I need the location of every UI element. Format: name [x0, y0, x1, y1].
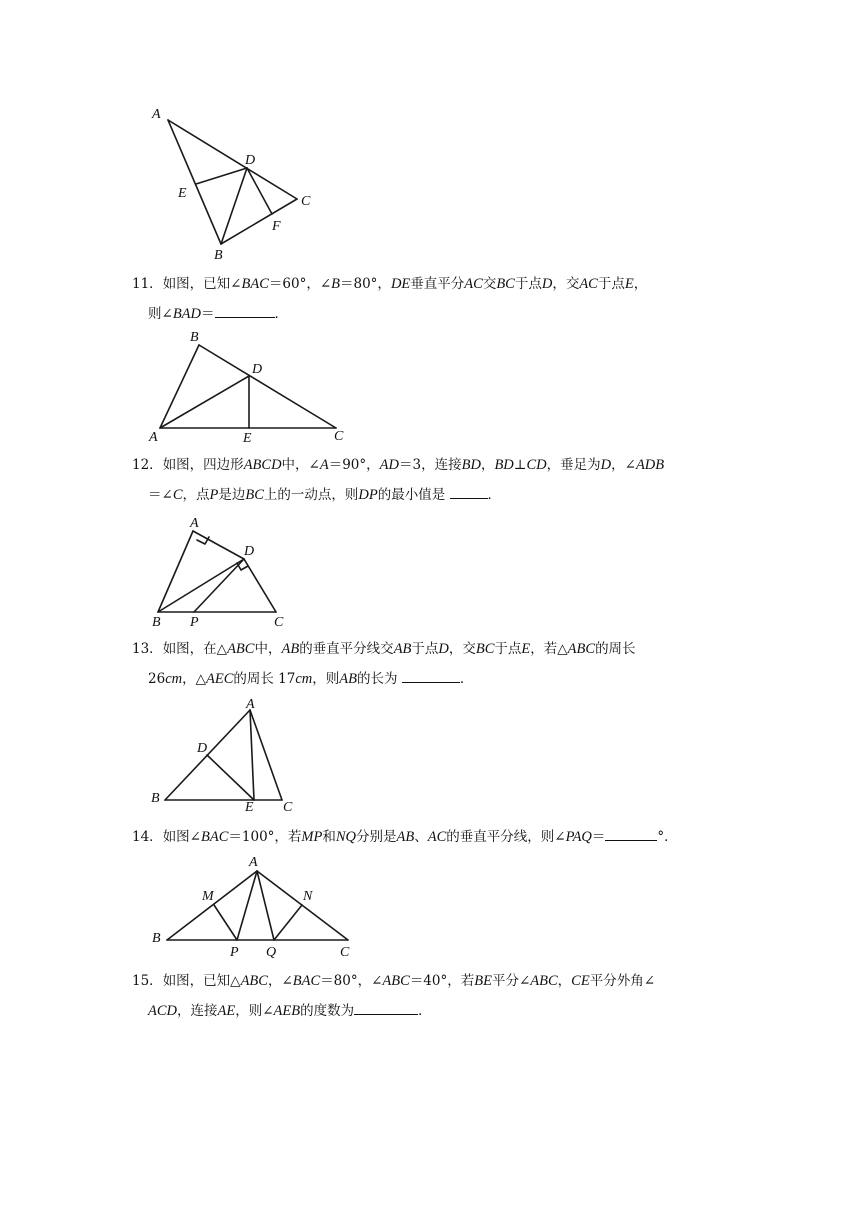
math-symbol: BD [494, 457, 514, 473]
question-text: ． [487, 487, 502, 503]
question-text: °． [657, 829, 678, 845]
question-number: 12． [132, 457, 163, 473]
question-text: ，∠ [611, 457, 636, 473]
fig13-lines [165, 710, 282, 800]
math-symbol: BAC [201, 829, 229, 845]
math-symbol: A [319, 457, 329, 473]
question-text: 平分外角∠ [589, 973, 656, 989]
math-symbol: AEB [273, 1003, 301, 1019]
question-11-line-2 [132, 299, 737, 329]
question-text: 的周长 17 [233, 671, 296, 687]
question-text: 是边 [218, 487, 246, 503]
fig11-label-E: E [243, 431, 252, 446]
question-12-line-2 [132, 480, 737, 510]
question-number: 13． [132, 641, 163, 657]
math-symbol: CE [571, 973, 590, 989]
fig12-label-D: D [244, 544, 255, 559]
math-symbol: AEC [206, 671, 234, 687]
question-text: ＝100°，若 [228, 829, 302, 845]
math-symbol: AD [379, 457, 399, 473]
question-text: ， [557, 973, 572, 989]
question-text: 如图，已知△ [162, 973, 241, 989]
question-text: ＝90°， [328, 457, 380, 473]
math-symbol: ABCD [243, 457, 282, 473]
question-text: 上的一动点，则 [263, 487, 359, 503]
math-symbol: BD [461, 457, 481, 473]
question-13-line-1 [132, 634, 737, 664]
question-text: 于点 [494, 641, 522, 657]
answer-blank[interactable] [450, 484, 488, 499]
question-text: ，交 [552, 276, 580, 292]
question-text: 如图∠ [162, 829, 201, 845]
fig10-label-E: E [178, 186, 187, 201]
math-symbol: ABC [382, 973, 410, 989]
math-symbol: ADB [635, 457, 665, 473]
question-text: 于点 [514, 276, 542, 292]
question-text: 于点 [597, 276, 625, 292]
math-symbol: NQ [335, 829, 357, 845]
math-symbol: ACD [148, 1003, 177, 1019]
math-symbol: ABC [227, 641, 255, 657]
math-symbol: DE [390, 276, 411, 292]
fig10-label-A: A [152, 107, 161, 122]
question-text: ＝ [591, 829, 606, 845]
question-13-line-2 [132, 664, 737, 694]
answer-blank[interactable] [215, 303, 275, 318]
fig14-label-C: C [340, 945, 350, 960]
question-text: 中， [254, 641, 282, 657]
fig14-lines [167, 871, 348, 940]
question-text: ＝ [201, 306, 215, 322]
math-symbol: ABC [530, 973, 558, 989]
math-symbol: E [624, 276, 634, 292]
math-symbol: cm [295, 671, 313, 687]
question-15 [132, 966, 737, 1026]
math-symbol: AB [339, 671, 358, 687]
question-text: 如图，四边形 [162, 457, 244, 473]
question-text: 交 [482, 276, 497, 292]
question-text: 的垂直平分线，则∠ [446, 829, 566, 845]
math-symbol: AB [281, 641, 300, 657]
fig11-label-D: D [252, 362, 263, 377]
fig11-label-B: B [190, 330, 199, 345]
question-13 [132, 634, 737, 694]
question-12-line-1 [132, 450, 737, 480]
math-symbol: B [331, 276, 340, 292]
question-14-line-1 [132, 822, 737, 852]
question-text: ＝3，连接 [399, 457, 462, 473]
math-symbol: C [172, 487, 183, 503]
question-text: 的度数为 [300, 1003, 355, 1019]
question-text: ＝80°，∠ [320, 973, 383, 989]
fig10-label-F: F [272, 219, 281, 234]
question-text: 的垂直平分线交 [299, 641, 394, 657]
fig14-label-N: N [303, 889, 313, 904]
question-text: ，则∠ [235, 1003, 274, 1019]
fig13-label-A: A [246, 697, 255, 712]
math-symbol: AB [393, 641, 412, 657]
question-text: ＝∠ [148, 487, 173, 503]
question-text: 的周长 [595, 641, 636, 657]
math-symbol: CD [526, 457, 547, 473]
question-text: ， [480, 457, 495, 473]
math-symbol: BAD [172, 306, 201, 322]
question-text: 分别是 [356, 829, 397, 845]
math-symbol: AE [217, 1003, 236, 1019]
question-text: 平分∠ [491, 973, 531, 989]
question-text: ，若△ [530, 641, 568, 657]
fig14-label-A: A [249, 855, 258, 870]
fig14-label-M: M [202, 889, 214, 904]
math-symbol: BAC [292, 973, 321, 989]
math-symbol: BAC [241, 276, 269, 292]
question-text: ，垂足为 [546, 457, 601, 473]
math-symbol: AC [427, 829, 447, 845]
math-symbol: BE [474, 973, 492, 989]
question-text: ⊥ [513, 457, 527, 473]
question-number: 15． [132, 973, 163, 989]
math-symbol: BC [496, 276, 515, 292]
question-text: ，△ [182, 671, 206, 687]
question-15-line-2 [132, 996, 737, 1026]
question-text: 和 [322, 829, 336, 845]
question-text: ， [633, 276, 648, 292]
fig12-label-P: P [190, 615, 199, 630]
question-text: ，则 [312, 671, 340, 687]
question-text: 如图，在△ [162, 641, 228, 657]
math-symbol: D [541, 276, 553, 292]
math-symbol: cm [165, 671, 183, 687]
question-text: 于点 [411, 641, 439, 657]
fig13-label-E: E [245, 800, 254, 815]
question-text: ． [418, 1003, 432, 1019]
question-text: 的长为 [357, 671, 398, 687]
math-symbol: MP [301, 829, 323, 845]
question-text: ． [459, 671, 474, 687]
question-text: ，连接 [177, 1003, 218, 1019]
fig13-label-D: D [197, 741, 208, 756]
math-symbol: BC [245, 487, 264, 503]
fig12-label-B: B [152, 615, 161, 630]
fig14-label-B: B [152, 931, 161, 946]
question-11 [132, 269, 737, 329]
math-symbol: D [438, 641, 449, 657]
question-14 [132, 822, 737, 852]
fig14-label-P: P [230, 945, 239, 960]
fig10-label-D: D [245, 153, 256, 168]
fig11-label-A: A [149, 430, 158, 445]
fig13-label-C: C [283, 800, 293, 815]
question-text: ＝80°， [340, 276, 391, 292]
math-symbol: PAQ [565, 829, 592, 845]
fig13-label-B: B [151, 791, 160, 806]
fig11-lines [160, 345, 336, 428]
fig12-lines [158, 531, 276, 612]
question-text: ，∠ [267, 973, 293, 989]
math-symbol: ABC [240, 973, 268, 989]
question-text: 、 [414, 829, 428, 845]
question-12 [132, 450, 737, 510]
math-symbol: BC [475, 641, 495, 657]
question-text: ，交 [448, 641, 476, 657]
math-symbol: P [209, 487, 219, 503]
fig14-label-Q: Q [266, 945, 277, 960]
question-11-line-1 [132, 269, 737, 299]
question-text: 垂直平分 [410, 276, 465, 292]
math-symbol: AB [396, 829, 415, 845]
question-text: 26 [148, 671, 166, 687]
question-number: 14． [132, 829, 163, 845]
question-text: ＝60°，∠ [268, 276, 332, 292]
fig12-label-C: C [274, 615, 284, 630]
question-text: ，点 [182, 487, 210, 503]
question-text: ＝40°，若 [409, 973, 475, 989]
fig12-label-A: A [190, 516, 199, 531]
question-number: 11． [132, 276, 163, 292]
answer-blank[interactable] [402, 668, 460, 683]
math-symbol: E [521, 641, 531, 657]
answer-blank[interactable] [354, 1000, 418, 1015]
question-text: ． [274, 306, 288, 322]
answer-blank[interactable] [605, 826, 657, 841]
question-text: 中，∠ [281, 457, 320, 473]
math-symbol: AC [464, 276, 483, 292]
fig11-label-C: C [334, 429, 344, 444]
math-symbol: DP [358, 487, 378, 503]
math-symbol: ABC [567, 641, 596, 657]
math-symbol: AC [579, 276, 598, 292]
question-text: 如图，已知∠ [162, 276, 242, 292]
question-text: 的最小值是 [377, 487, 446, 503]
fig10-label-B: B [214, 248, 223, 263]
fig10-label-C: C [301, 194, 311, 209]
math-symbol: D [600, 457, 612, 473]
question-15-line-1 [132, 966, 737, 996]
question-text: 则∠ [148, 306, 173, 322]
